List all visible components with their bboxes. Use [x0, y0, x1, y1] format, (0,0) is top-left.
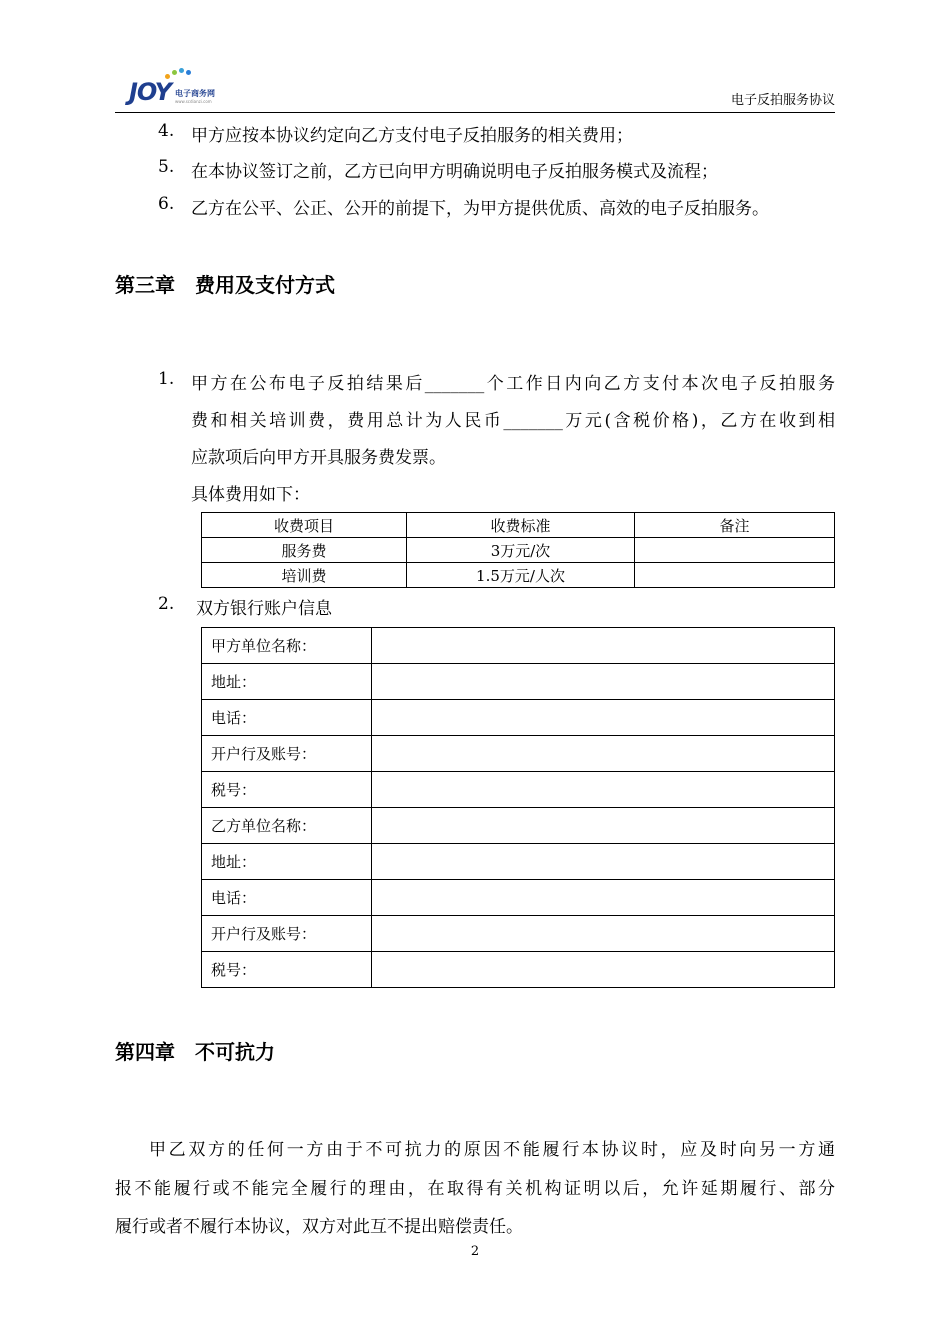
list-number: 6. — [158, 194, 175, 214]
table-label-cell: 税号： — [202, 952, 372, 988]
page-header — [115, 62, 835, 113]
chapter-title: 费用及支付方式 — [195, 273, 335, 297]
joy-logo — [129, 66, 249, 108]
table-cell: 培训费 — [202, 563, 407, 588]
logo-text: JOY — [129, 78, 171, 106]
table-value-cell — [372, 880, 835, 916]
table-label-cell: 甲方单位名称： — [202, 628, 372, 664]
list-number: 2. — [158, 594, 175, 614]
table-cell — [635, 563, 835, 588]
table-row — [202, 952, 835, 988]
table-cell: 服务费 — [202, 538, 407, 563]
list-number: 1. — [158, 369, 175, 389]
fee-table — [201, 512, 835, 588]
clause-line: 具体费用如下： — [191, 485, 310, 505]
list-number: 5. — [158, 157, 175, 177]
chapter-title: 不可抗力 — [195, 1040, 275, 1064]
table-header-cell: 收费标准 — [407, 513, 635, 538]
table-row — [202, 880, 835, 916]
table-label-cell: 电话： — [202, 880, 372, 916]
paragraph-line: 报不能履行或不能完全履行的理由，在取得有关机构证明以后，允许延期履行、部分 — [115, 1179, 835, 1199]
page-number: 2 — [470, 1244, 480, 1259]
table-row — [202, 772, 835, 808]
chapter-heading — [115, 269, 335, 298]
table-row — [202, 563, 835, 588]
table-header-row — [202, 513, 835, 538]
logo-small-text: www.scdianzi.com — [175, 99, 212, 104]
table-header-cell: 备注 — [635, 513, 835, 538]
table-label-cell: 地址： — [202, 664, 372, 700]
clause-line: 费和相关培训费，费用总计为人民币_______万元(含税价格)，乙方在收到相 — [191, 411, 835, 431]
table-value-cell — [372, 772, 835, 808]
table-value-cell — [372, 952, 835, 988]
table-row — [202, 538, 835, 563]
header-title: 电子反拍服务协议 — [730, 93, 835, 108]
table-value-cell — [372, 844, 835, 880]
clause-line: 甲方在公布电子反拍结果后_______个工作日内向乙方支付本次电子反拍服务 — [191, 374, 835, 394]
table-value-cell — [372, 664, 835, 700]
logo-brand: 电子商务网 — [175, 89, 215, 98]
list-number: 4. — [158, 121, 175, 141]
bank-account-table — [201, 627, 835, 988]
chapter-heading — [115, 1036, 275, 1065]
chapter-number: 第四章 — [115, 1040, 175, 1064]
table-value-cell — [372, 808, 835, 844]
table-row — [202, 628, 835, 664]
table-label-cell: 税号： — [202, 772, 372, 808]
table-label-cell: 地址： — [202, 844, 372, 880]
clause-line: 应款项后向甲方开具服务费发票。 — [191, 448, 446, 468]
paragraph-line: 甲乙双方的任何一方由于不可抗力的原因不能履行本协议时，应及时向另一方通 — [149, 1140, 835, 1160]
table-row — [202, 916, 835, 952]
table-value-cell — [372, 916, 835, 952]
table-label-cell: 开户行及账号： — [202, 736, 372, 772]
table-value-cell — [372, 628, 835, 664]
table-value-cell — [372, 700, 835, 736]
table-row — [202, 664, 835, 700]
table-cell: 3万元/次 — [407, 538, 635, 563]
table-label-cell: 乙方单位名称： — [202, 808, 372, 844]
table-label-cell: 开户行及账号： — [202, 916, 372, 952]
chapter-number: 第三章 — [115, 273, 175, 297]
table-cell — [635, 538, 835, 563]
list-item: 在本协议签订之前，乙方已向甲方明确说明电子反拍服务模式及流程； — [191, 162, 718, 182]
list-item: 乙方在公平、公正、公开的前提下，为甲方提供优质、高效的电子反拍服务。 — [191, 199, 769, 219]
table-row — [202, 700, 835, 736]
list-item: 甲方应按本协议约定向乙方支付电子反拍服务的相关费用； — [191, 126, 633, 146]
table-row — [202, 808, 835, 844]
paragraph-line: 履行或者不履行本协议，双方对此互不提出赔偿责任。 — [115, 1217, 523, 1237]
clause-line: 双方银行账户信息 — [196, 599, 332, 619]
table-row — [202, 844, 835, 880]
table-row — [202, 736, 835, 772]
table-cell: 1.5万元/人次 — [407, 563, 635, 588]
table-value-cell — [372, 736, 835, 772]
table-label-cell: 电话： — [202, 700, 372, 736]
table-header-cell: 收费项目 — [202, 513, 407, 538]
